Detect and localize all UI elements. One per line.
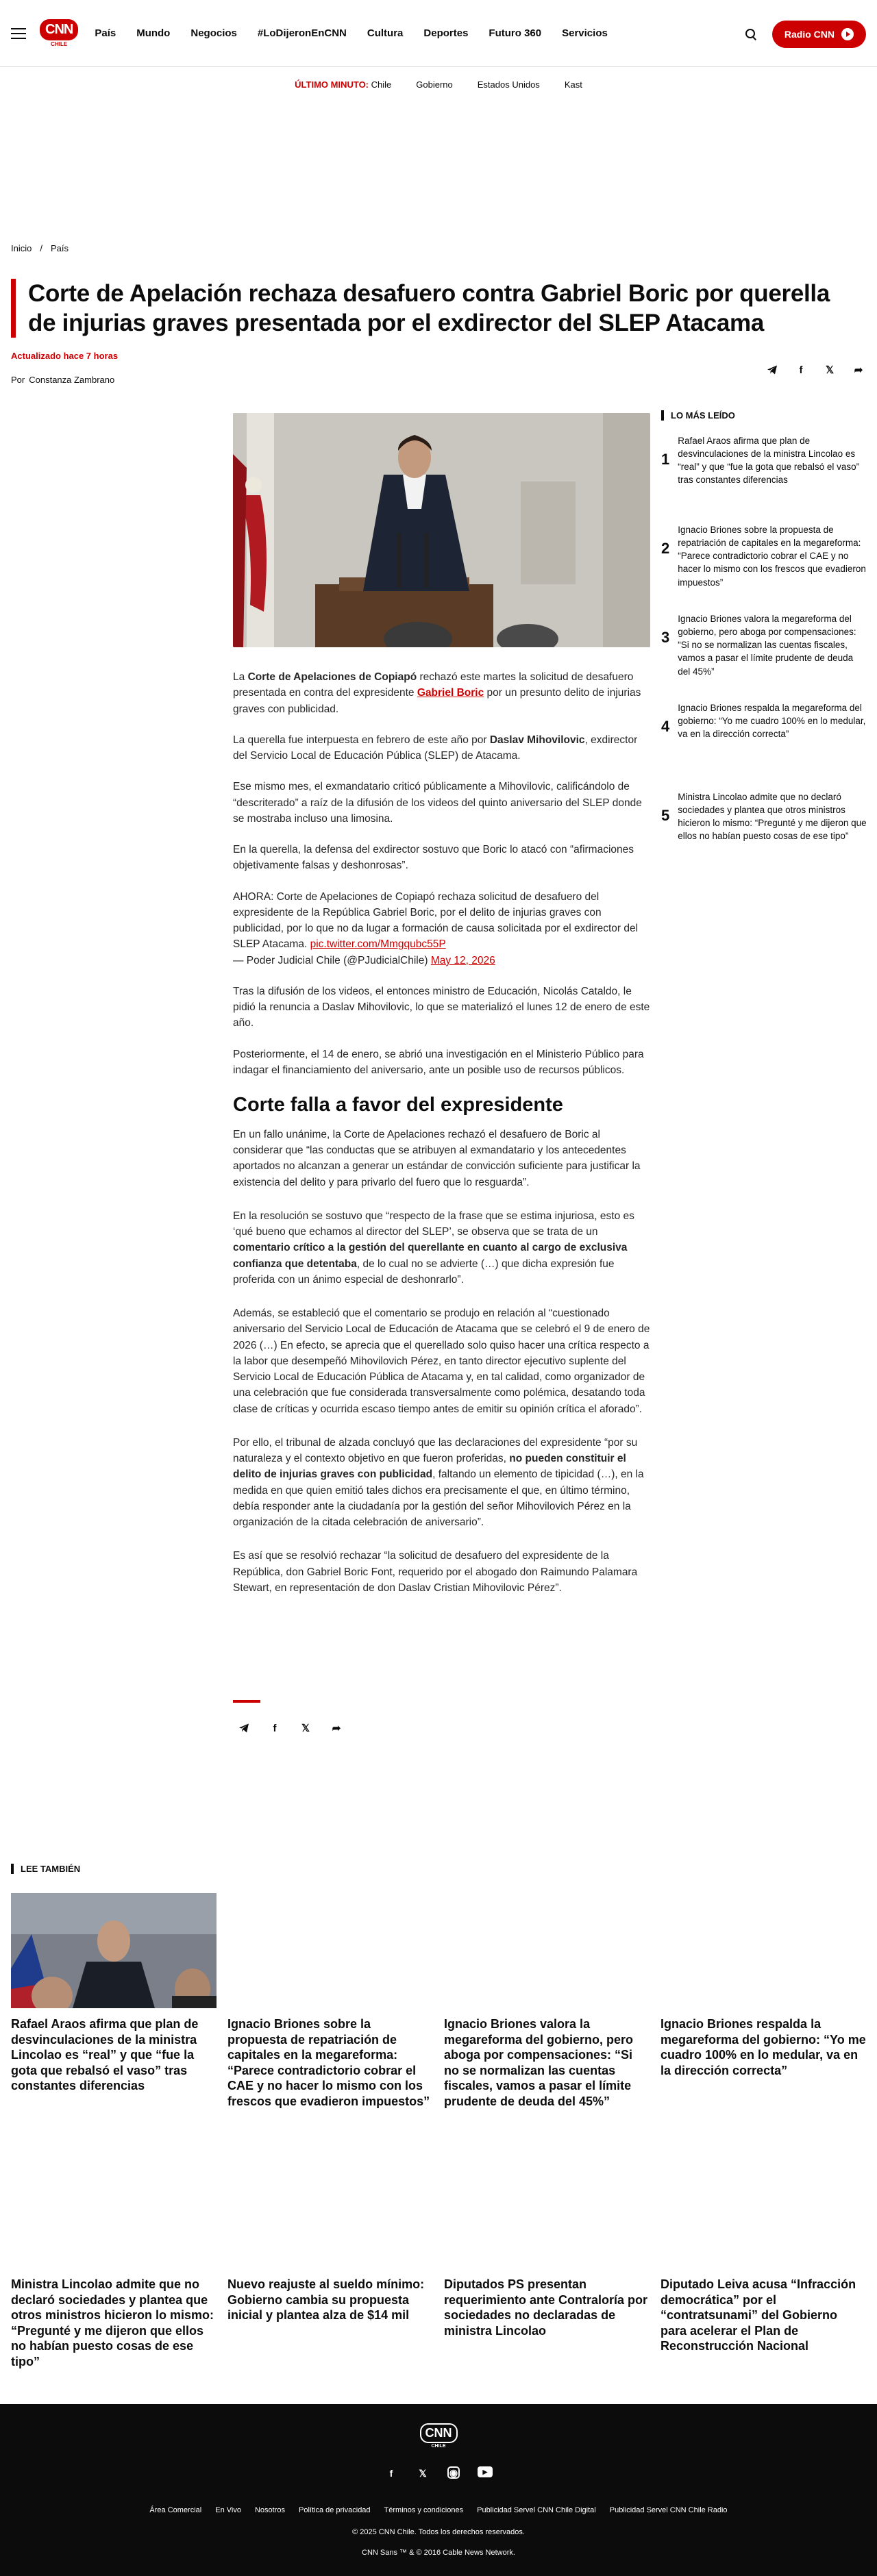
- related-card-headline: Diputados PS presentan requerimiento ante Contraloría por sociedades no declaradas de ministra Lincolao: [444, 2277, 648, 2338]
- breaking-item-chile[interactable]: Chile: [371, 79, 392, 90]
- paragraph: Posteriormente, el 14 de enero, se abrió una investigación en el Ministerio Público para indagar el financiamiento del aniversario, ante un posible uso de recursos públicos.: [233, 1048, 644, 1076]
- paragraph: Es así que se resolvió rechazar “la solicitud de desafuero del expresidente de la República, don Gabriel Boric Font, requerido por el abogado don Raimundo Palamara Stewart, en representación de don Daslav Cristian Mihovilovic Pérez”.: [233, 1550, 638, 1594]
- rank-number: 1: [661, 451, 670, 468]
- most-read-item[interactable]: [661, 701, 867, 777]
- related-card[interactable]: [11, 1893, 217, 2109]
- most-read-headline: Ignacio Briones valora la megareforma del gobierno, pero aboga por compensaciones: “Si no se normalizan las cuentas fiscales, vamos a pasar el límite prudente de deuda del 45%”: [678, 614, 856, 677]
- byline: [11, 375, 114, 385]
- share-bar-bottom: [236, 1721, 344, 1736]
- breadcrumb-separator: /: [40, 243, 42, 253]
- related-card[interactable]: [444, 1893, 650, 2109]
- nav-item-servicios[interactable]: Servicios: [562, 27, 608, 39]
- most-read-item[interactable]: [661, 434, 867, 510]
- main-nav: [95, 27, 607, 39]
- telegram-icon[interactable]: [765, 362, 780, 377]
- share-icon[interactable]: ➦: [854, 364, 863, 376]
- most-read-item[interactable]: [661, 612, 867, 688]
- footer-link-servel-radio[interactable]: Publicidad Servel CNN Chile Radio: [609, 2506, 728, 2514]
- hero-image: [233, 413, 650, 647]
- article-headline: Corte de Apelación rechaza desafuero contra Gabriel Boric por querella de injurias graves presentada por el exdirector del SLEP Atacama: [28, 280, 830, 337]
- court-name: Corte de Apelaciones de Copiapó: [247, 671, 417, 683]
- section-heading: Corte falla a favor del expresidente: [233, 1094, 563, 1116]
- related-card-headline: Nuevo reajuste al sueldo mínimo: Gobierno cambia su propuesta inicial y plantea alza de $14 mil: [227, 2277, 425, 2322]
- paragraph: En la resolución se sostuvo que “respecto de la frase que se estima injuriosa, esto es ‘qué bueno que echamos al director del SLEP’, se observa que se trata de un comentario crítico a la gestión del querellante en cuanto al cargo de exclusiva confianza que detentaba, de lo cual no se advierte (…) que dicha expresión fue proferida con un ánimo especial de deshonrarlo”.: [233, 1210, 634, 1286]
- youtube-icon[interactable]: ▶: [478, 2466, 493, 2477]
- paragraph: Tras la difusión de los videos, el entonces ministro de Educación, Nicolás Cataldo, le pidió la renuncia a Daslav Mihovilovic, lo que se materializó el lunes 12 de enero de este año.: [233, 985, 650, 1029]
- nav-item-lodijeronencnn[interactable]: #LoDijeronEnCNN: [257, 27, 347, 39]
- footer-logo[interactable]: [420, 2423, 458, 2449]
- most-read-headline: Ministra Lincolao admite que no declaró sociedades y plantea que otros ministros hicieron lo mismo: “Pregunté y me dijeron que ellos no habían puesto cosas de ese tipo”: [678, 792, 867, 842]
- logo-text: CNN: [40, 19, 78, 40]
- footer-logo-text: CNN: [420, 2423, 458, 2443]
- related-card-image: [11, 2153, 217, 2268]
- play-icon: [841, 28, 854, 40]
- nav-item-deportes[interactable]: Deportes: [423, 27, 469, 39]
- paragraph: En la querella, la defensa del exdirector sostuvo que Boric lo atacó con “afirmaciones objetivamente falsas y deshonrosas”.: [233, 844, 634, 872]
- related-card[interactable]: [444, 2153, 650, 2369]
- paragraph: La Corte de Apelaciones de Copiapó rechazó este martes la solicitud de desafuero presentada en contra del expresidente Gabriel Boric por un presunto delito de injurias graves con publicidad.: [233, 671, 641, 715]
- breaking-label: ÚLTIMO MINUTO:: [295, 79, 369, 90]
- most-read-headline: Ignacio Briones respalda la megareforma del gobierno: “Yo me cuadro 100% en lo medular, va en la dirección correcta”: [678, 703, 866, 740]
- byline-prefix: Por: [11, 375, 25, 385]
- radio-cnn-button[interactable]: [772, 21, 866, 48]
- trademark: CNN Sans ™ & © 2016 Cable News Network.: [362, 2549, 515, 2557]
- related-card-image: [660, 1893, 866, 2008]
- most-read-sidebar: [661, 410, 867, 879]
- nav-item-cultura[interactable]: Cultura: [367, 27, 404, 39]
- updated-timestamp: Actualizado hace 7 horas: [11, 351, 119, 361]
- site-header: [0, 0, 877, 67]
- breaking-news-bar: [0, 67, 877, 102]
- related-card-headline: Ministra Lincolao admite que no declaró sociedades y plantea que otros ministros hicieron lo mismo: “Pregunté y me dijeron que ellos no habían puesto cosas de ese tipo”: [11, 2277, 214, 2368]
- nav-item-mundo[interactable]: Mundo: [136, 27, 171, 39]
- header-actions: [745, 21, 866, 48]
- paragraph: La querella fue interpuesta en febrero de este año por Daslav Mihovilovic, exdirector del Servicio Local de Educación Pública (SLEP) de Atacama.: [233, 734, 638, 762]
- related-card-image: [444, 1893, 650, 2008]
- x-twitter-icon[interactable]: 𝕏: [301, 1723, 310, 1734]
- plaintiff-name: Daslav Mihovilovic: [489, 734, 585, 746]
- tweet-text: AHORA: Corte de Apelaciones de Copiapó rechaza solicitud de desafuero del expresidente de la República Gabriel Boric, por el delito de injurias graves con publicidad, por lo que no da lugar a formación de causa solicitada por el exdirector del SLEP Atacama.: [233, 890, 639, 951]
- gabriel-boric-link[interactable]: Gabriel Boric: [417, 687, 484, 699]
- radio-button-label: Radio CNN: [784, 29, 835, 40]
- rank-number: 2: [661, 540, 670, 557]
- related-card-headline: Diputado Leiva acusa “Infracción democrática” por el “contratsunami” del Gobierno para acelerar el Plan de Reconstrucción Nacional: [660, 2277, 856, 2353]
- nav-item-pais[interactable]: País: [95, 27, 116, 39]
- nav-item-futuro-360[interactable]: Futuro 360: [489, 27, 542, 39]
- rank-number: 4: [661, 718, 670, 735]
- related-card-headline: Rafael Araos afirma que plan de desvinculaciones de la ministra Lincolao es “real” y que “fue la gota que rebalsó el vaso” tras constantes diferencias: [11, 2017, 199, 2092]
- related-card-headline: Ignacio Briones valora la megareforma del gobierno, pero aboga por compensaciones: “Si no se normalizan las cuentas fiscales, vamos a pasar el límite prudente de deuda del 45%”: [444, 2017, 634, 2108]
- related-card-image: [11, 1893, 217, 2008]
- footer-logo-subtext: CHILE: [431, 2444, 446, 2449]
- most-read-item[interactable]: [661, 790, 867, 866]
- instagram-icon[interactable]: ◉: [447, 2466, 460, 2479]
- telegram-icon[interactable]: [236, 1721, 251, 1736]
- site-footer: [0, 2404, 877, 2576]
- related-card-headline: Ignacio Briones respalda la megareforma del gobierno: “Yo me cuadro 100% en lo medular, va en la dirección correcta”: [660, 2017, 866, 2077]
- article-body: [233, 669, 650, 1611]
- footer-link-servel-digital[interactable]: Publicidad Servel CNN Chile Digital: [477, 2506, 596, 2514]
- related-row-2: [11, 2153, 866, 2369]
- related-card[interactable]: [227, 1893, 433, 2109]
- embedded-tweet: [233, 889, 650, 968]
- facebook-icon[interactable]: f: [273, 1722, 277, 1734]
- footer-link-terminos[interactable]: Términos y condiciones: [384, 2506, 464, 2514]
- share-icon[interactable]: ➦: [332, 1723, 341, 1734]
- most-read-headline: Ignacio Briones sobre la propuesta de repatriación de capitales en la megareforma: “Parece contradictorio cobrar el CAE y no hacer lo mismo con los frescos que evadieron impuestos”: [678, 525, 866, 588]
- rank-number: 3: [661, 629, 670, 646]
- cnn-chile-logo[interactable]: [40, 19, 78, 47]
- footer-link-area-comercial[interactable]: Área Comercial: [149, 2506, 202, 2514]
- related-card[interactable]: [660, 2153, 866, 2369]
- article-end-rule: [233, 1700, 260, 1703]
- x-twitter-icon[interactable]: 𝕏: [825, 364, 835, 376]
- tweet-author: — Poder Judicial Chile (@PJudicialChile): [233, 954, 431, 966]
- menu-icon[interactable]: [11, 28, 26, 39]
- related-card[interactable]: [227, 2153, 433, 2369]
- footer-link-privacidad[interactable]: Política de privacidad: [298, 2506, 371, 2514]
- author-link[interactable]: Constanza Zambrano: [29, 375, 115, 385]
- most-read-title: LO MÁS LEÍDO: [661, 410, 867, 421]
- paragraph: Ese mismo mes, el exmandatario criticó públicamente a Mihovilovic, calificándolo de “descriterado” a raíz de la difusión de los videos del quinto aniversario del SLEP donde se mostraba incluso una limosina.: [233, 781, 642, 825]
- nav-item-negocios[interactable]: Negocios: [190, 27, 237, 39]
- related-card[interactable]: [660, 1893, 866, 2109]
- copyright: © 2025 CNN Chile. Todos los derechos reservados.: [352, 2528, 525, 2536]
- most-read-headline: Rafael Araos afirma que plan de desvinculaciones de la ministra Lincolao es “real” y que “fue la gota que rebalsó el vaso” tras constantes diferencias: [678, 436, 860, 486]
- breaking-item-kast[interactable]: Kast: [564, 79, 582, 90]
- tweet-date-link[interactable]: May 12, 2026: [430, 954, 495, 966]
- related-card-headline: Ignacio Briones sobre la propuesta de repatriación de capitales en la megareforma: “Parece contradictorio cobrar el CAE y no hacer lo mismo con los frescos que evadieron impuestos”: [227, 2017, 430, 2108]
- related-card[interactable]: [11, 2153, 217, 2369]
- rank-number: 5: [661, 807, 670, 824]
- paragraph: Por ello, el tribunal de alzada concluyó que las declaraciones del expresidente “por su naturaleza y el contexto objetivo en que fueron proferidas, no pueden constituir el delito de injurias graves con publicidad, faltando un elemento de tipicidad (…), en la medida en que quien emitió tales dichos era precisamente el que, en último término, debía responder ante la ciudadanía por la gestión del señor Mihovilovich Pérez en la organización de la citada celebración de aniversario”.: [233, 1436, 644, 1529]
- related-card-image: [660, 2153, 866, 2268]
- x-twitter-icon[interactable]: 𝕏: [419, 2467, 427, 2479]
- share-bar-top: [765, 362, 866, 377]
- footer-link-en-vivo[interactable]: En Vivo: [215, 2506, 241, 2514]
- footer-link-nosotros[interactable]: Nosotros: [254, 2506, 285, 2514]
- breaking-item-estados-unidos[interactable]: Estados Unidos: [477, 79, 540, 90]
- breaking-item-gobierno[interactable]: Gobierno: [416, 79, 453, 90]
- related-card-image: [227, 2153, 433, 2268]
- related-card-image: [227, 1893, 433, 2008]
- facebook-icon[interactable]: f: [799, 364, 803, 376]
- most-read-item[interactable]: [661, 523, 867, 599]
- related-row-1: [11, 1893, 866, 2109]
- search-icon[interactable]: [745, 28, 757, 40]
- facebook-icon[interactable]: f: [389, 2468, 393, 2479]
- paragraph: Además, se estableció que el comentario se produjo en relación al “cuestionado aniversario del Servicio Local de Educación de Atacama que se celebró el 9 de enero de 2026 (…) En efecto, se aprecia que el querellado solo quiso hacer una crítica respecto a la labor que desempeñó Mihovilovich Pérez, en tanto director ejecutivo suplente del Servicio Local de Educación Pública de Atacama y, en tal calidad, como organizador de una celebración que fue considerada transversalmente como polémica, desatando toda clase de críticas y ocurrida escaso tiempo antes de emitir su opinión crítica el aforado”.: [233, 1308, 650, 1415]
- headline-block: [11, 279, 861, 338]
- related-title: LEE TAMBIÉN: [11, 1864, 80, 1874]
- breadcrumb-section[interactable]: País: [50, 243, 69, 253]
- logo-subtext: CHILE: [51, 41, 68, 47]
- tweet-pic-link[interactable]: pic.twitter.com/Mmgqubc55P: [310, 938, 446, 951]
- breadcrumb-home[interactable]: Inicio: [11, 243, 32, 253]
- breadcrumb: [11, 243, 69, 253]
- related-card-image: [444, 2153, 650, 2268]
- social-links: [0, 2466, 877, 2480]
- footer-links: [0, 2506, 877, 2514]
- paragraph: En un fallo unánime, la Corte de Apelaciones rechazó el desafuero de Boric al considerar que “las conductas que se atribuyen al exmandatario y los antecedentes aportados no alcanzan a generar un estándar de convicción suficiente para justificar la existencia del delito y para privarlo del fuero que lo resguarda”.: [233, 1128, 641, 1188]
